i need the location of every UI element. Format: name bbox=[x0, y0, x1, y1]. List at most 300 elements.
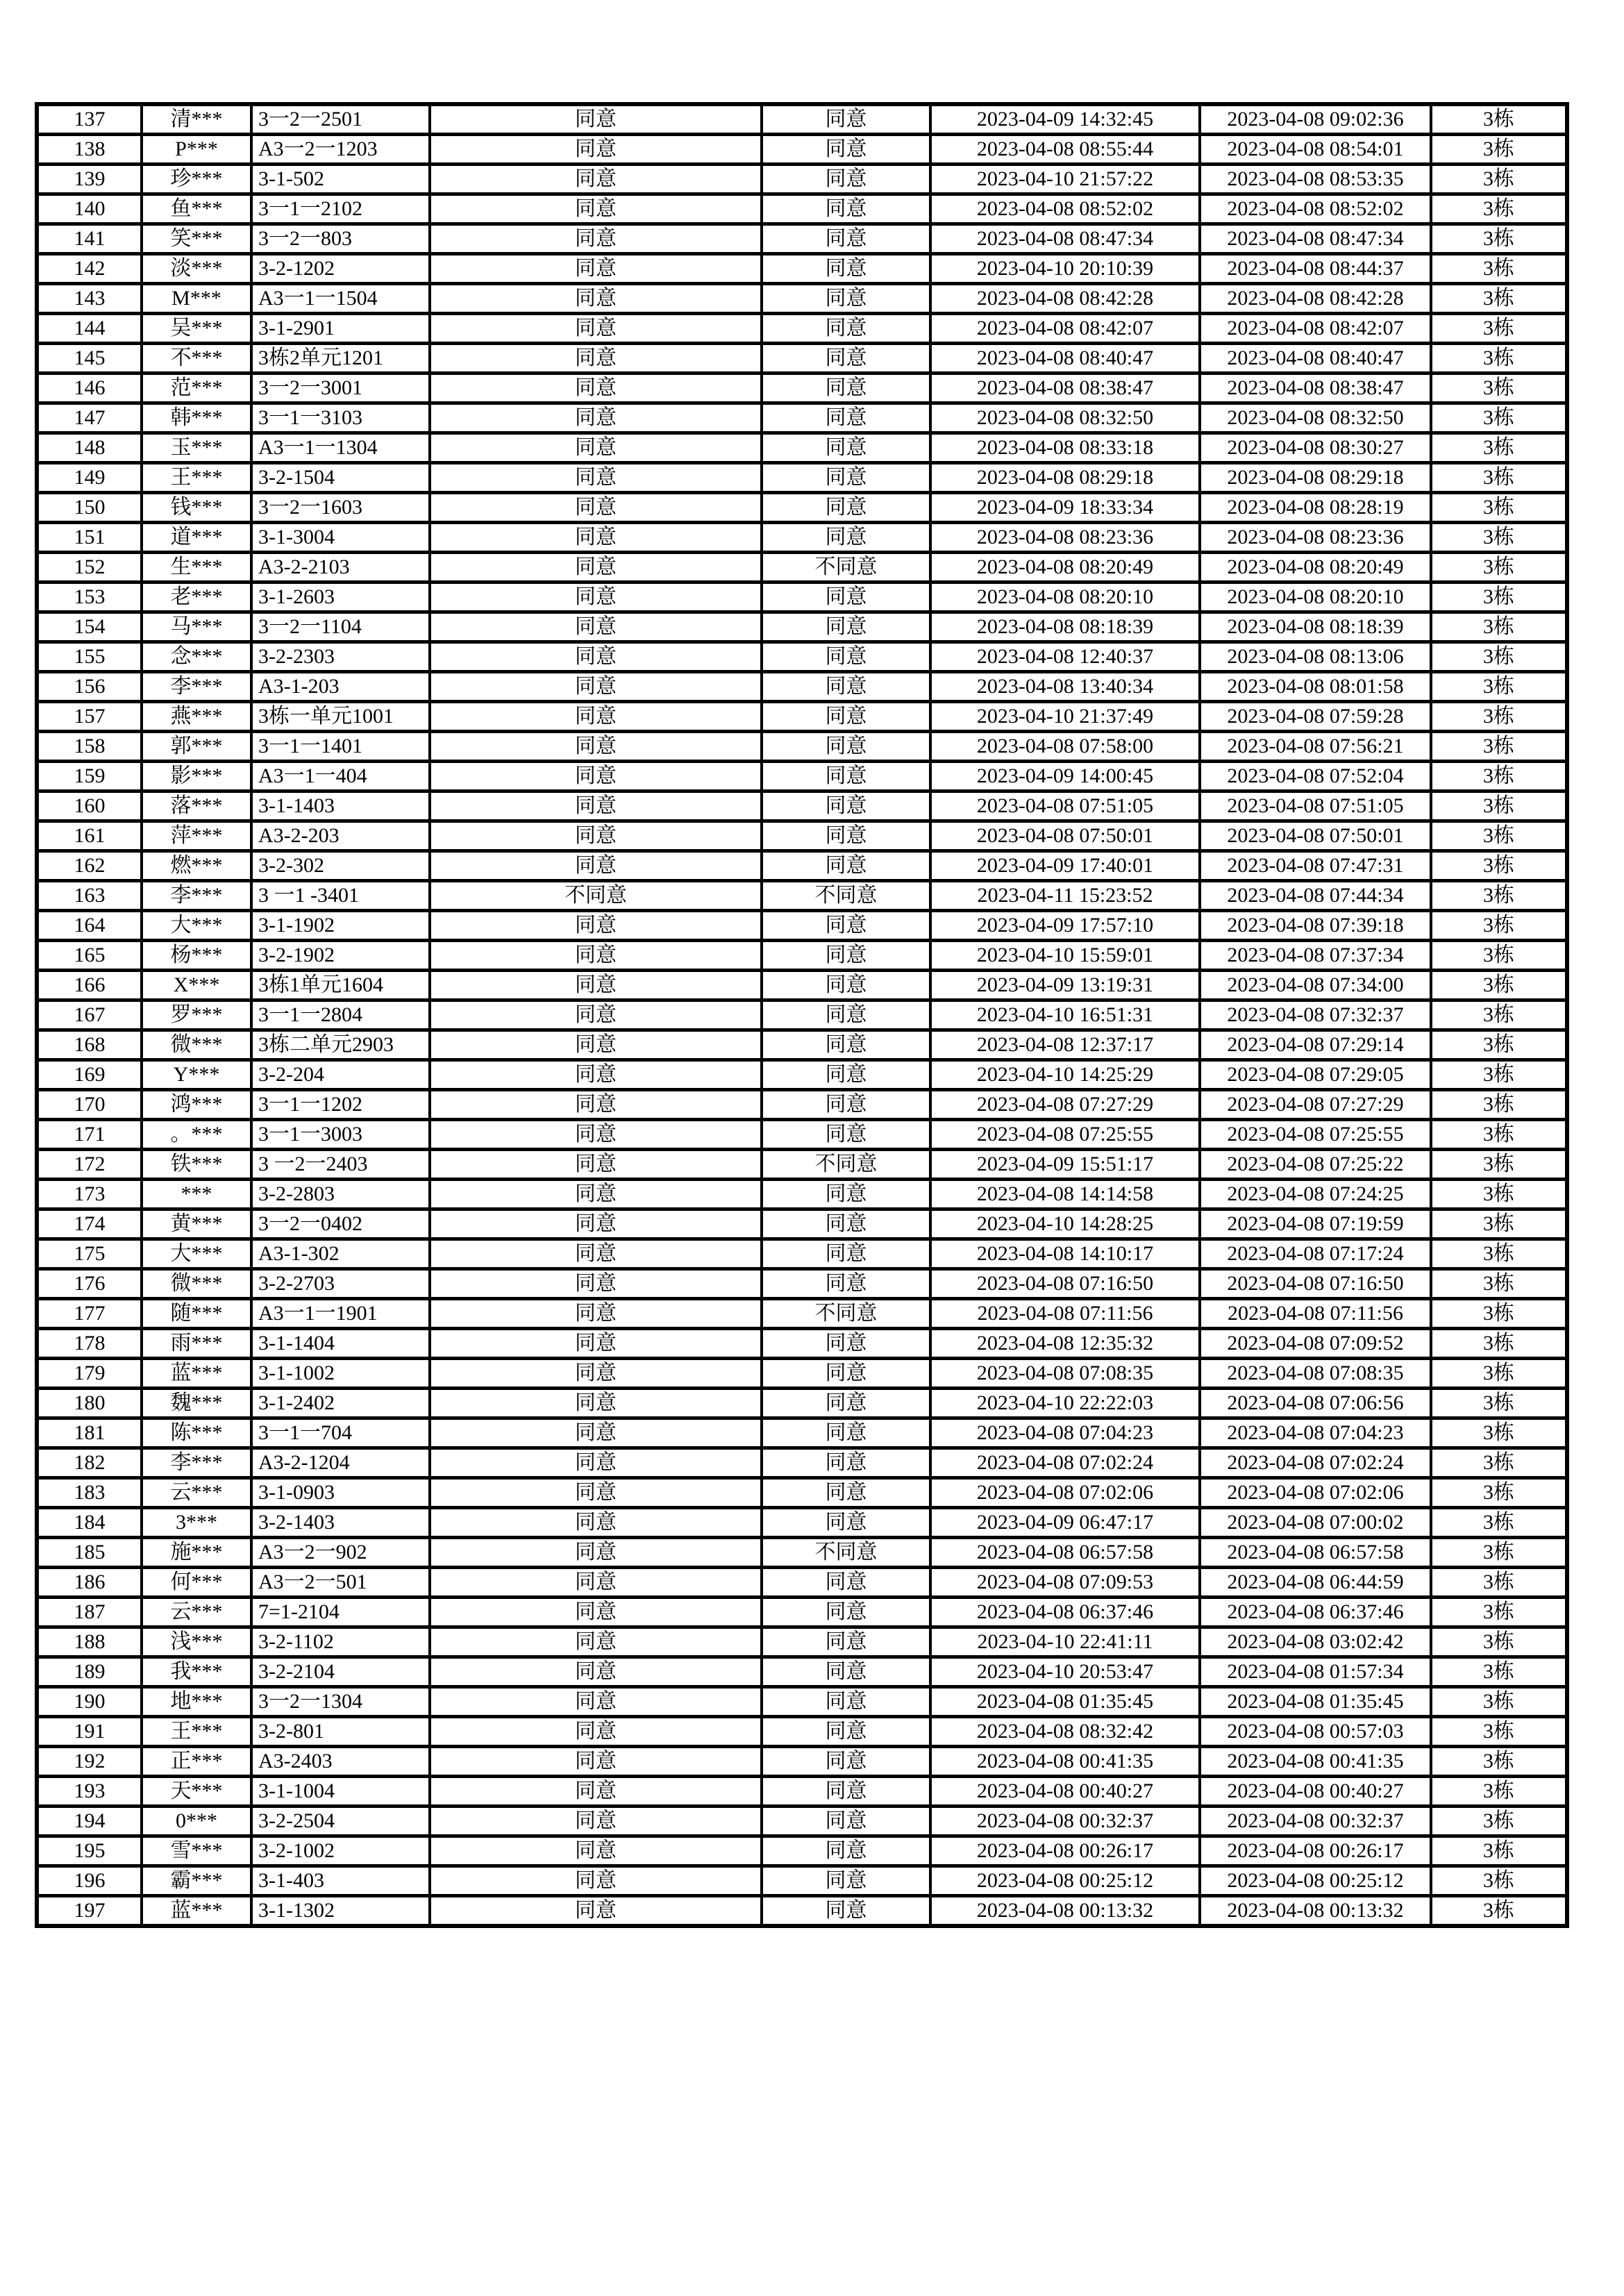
cell-owner-name: 李*** bbox=[142, 881, 251, 911]
cell-time-1: 2023-04-08 08:33:18 bbox=[930, 433, 1200, 463]
cell-row-number: 172 bbox=[37, 1150, 142, 1180]
cell-opinion-2: 不同意 bbox=[762, 881, 930, 911]
cell-time-2: 2023-04-08 07:32:37 bbox=[1200, 1000, 1431, 1030]
cell-opinion-2: 不同意 bbox=[762, 1150, 930, 1180]
cell-opinion-2: 不同意 bbox=[762, 1538, 930, 1568]
cell-opinion-1: 同意 bbox=[430, 971, 762, 1000]
cell-row-number: 179 bbox=[37, 1359, 142, 1389]
cell-building: 3栋 bbox=[1431, 1657, 1567, 1687]
cell-time-1: 2023-04-10 14:25:29 bbox=[930, 1060, 1200, 1090]
cell-owner-name: 何*** bbox=[142, 1568, 251, 1598]
table-row bbox=[37, 165, 1567, 194]
cell-time-1: 2023-04-08 00:32:37 bbox=[930, 1807, 1200, 1836]
cell-room-number: 3一1一2102 bbox=[251, 194, 430, 224]
table-row bbox=[37, 1747, 1567, 1777]
cell-opinion-1: 同意 bbox=[430, 1627, 762, 1657]
cell-row-number: 187 bbox=[37, 1598, 142, 1627]
table-row bbox=[37, 583, 1567, 612]
cell-opinion-1: 同意 bbox=[430, 1807, 762, 1836]
cell-time-1: 2023-04-10 21:57:22 bbox=[930, 165, 1200, 194]
cell-row-number: 190 bbox=[37, 1687, 142, 1717]
cell-time-2: 2023-04-08 08:23:36 bbox=[1200, 523, 1431, 553]
cell-opinion-2: 同意 bbox=[762, 1687, 930, 1717]
cell-opinion-1: 同意 bbox=[430, 762, 762, 791]
cell-owner-name: 生*** bbox=[142, 553, 251, 583]
cell-building: 3栋 bbox=[1431, 1209, 1567, 1239]
cell-opinion-2: 同意 bbox=[762, 1030, 930, 1060]
cell-opinion-1: 同意 bbox=[430, 1418, 762, 1448]
cell-opinion-1: 同意 bbox=[430, 194, 762, 224]
cell-row-number: 148 bbox=[37, 433, 142, 463]
cell-time-1: 2023-04-08 07:02:06 bbox=[930, 1478, 1200, 1508]
cell-building: 3栋 bbox=[1431, 1777, 1567, 1807]
cell-row-number: 180 bbox=[37, 1389, 142, 1418]
cell-time-1: 2023-04-08 01:35:45 bbox=[930, 1687, 1200, 1717]
cell-time-2: 2023-04-08 07:02:24 bbox=[1200, 1448, 1431, 1478]
cell-owner-name: 王*** bbox=[142, 463, 251, 493]
cell-row-number: 151 bbox=[37, 523, 142, 553]
cell-opinion-1: 同意 bbox=[430, 104, 762, 135]
cell-opinion-1: 同意 bbox=[430, 1359, 762, 1389]
cell-room-number: 3一1一2804 bbox=[251, 1000, 430, 1030]
cell-opinion-2: 同意 bbox=[762, 762, 930, 791]
cell-building: 3栋 bbox=[1431, 911, 1567, 941]
cell-owner-name: 正*** bbox=[142, 1747, 251, 1777]
cell-time-1: 2023-04-09 14:00:45 bbox=[930, 762, 1200, 791]
cell-time-1: 2023-04-08 07:27:29 bbox=[930, 1090, 1200, 1120]
cell-room-number: 3-1-1902 bbox=[251, 911, 430, 941]
cell-row-number: 156 bbox=[37, 672, 142, 702]
cell-room-number: 3-1-2402 bbox=[251, 1389, 430, 1418]
table-row bbox=[37, 1329, 1567, 1359]
cell-time-1: 2023-04-10 21:37:49 bbox=[930, 702, 1200, 732]
cell-opinion-1: 同意 bbox=[430, 433, 762, 463]
table-row bbox=[37, 1807, 1567, 1836]
cell-building: 3栋 bbox=[1431, 553, 1567, 583]
cell-building: 3栋 bbox=[1431, 344, 1567, 374]
cell-row-number: 181 bbox=[37, 1418, 142, 1448]
cell-time-1: 2023-04-10 20:10:39 bbox=[930, 254, 1200, 284]
cell-row-number: 166 bbox=[37, 971, 142, 1000]
cell-room-number: 3一1一3003 bbox=[251, 1120, 430, 1150]
cell-opinion-2: 同意 bbox=[762, 1598, 930, 1627]
cell-owner-name: 施*** bbox=[142, 1538, 251, 1568]
cell-row-number: 189 bbox=[37, 1657, 142, 1687]
table-row bbox=[37, 1299, 1567, 1329]
cell-opinion-1: 同意 bbox=[430, 284, 762, 314]
cell-time-2: 2023-04-08 07:44:34 bbox=[1200, 881, 1431, 911]
table-row bbox=[37, 821, 1567, 851]
cell-owner-name: Y*** bbox=[142, 1060, 251, 1090]
cell-opinion-1: 同意 bbox=[430, 1120, 762, 1150]
table-row bbox=[37, 493, 1567, 523]
cell-time-2: 2023-04-08 08:29:18 bbox=[1200, 463, 1431, 493]
cell-opinion-1: 同意 bbox=[430, 553, 762, 583]
cell-opinion-1: 同意 bbox=[430, 1717, 762, 1747]
cell-time-2: 2023-04-08 08:01:58 bbox=[1200, 672, 1431, 702]
table-row bbox=[37, 1209, 1567, 1239]
cell-time-1: 2023-04-08 14:14:58 bbox=[930, 1180, 1200, 1209]
cell-owner-name: 珍*** bbox=[142, 165, 251, 194]
cell-time-2: 2023-04-08 00:32:37 bbox=[1200, 1807, 1431, 1836]
cell-building: 3栋 bbox=[1431, 1329, 1567, 1359]
cell-time-2: 2023-04-08 08:28:19 bbox=[1200, 493, 1431, 523]
table-row bbox=[37, 1418, 1567, 1448]
cell-opinion-2: 同意 bbox=[762, 1359, 930, 1389]
cell-building: 3栋 bbox=[1431, 1598, 1567, 1627]
cell-time-1: 2023-04-08 07:09:53 bbox=[930, 1568, 1200, 1598]
cell-owner-name: 马*** bbox=[142, 612, 251, 642]
cell-row-number: 171 bbox=[37, 1120, 142, 1150]
cell-row-number: 142 bbox=[37, 254, 142, 284]
table-row bbox=[37, 254, 1567, 284]
cell-owner-name: 地*** bbox=[142, 1687, 251, 1717]
cell-room-number: 3-1-2901 bbox=[251, 314, 430, 344]
cell-time-2: 2023-04-08 08:18:39 bbox=[1200, 612, 1431, 642]
cell-room-number: 3-2-2703 bbox=[251, 1269, 430, 1299]
table-row bbox=[37, 612, 1567, 642]
cell-room-number: 3栋2单元1201 bbox=[251, 344, 430, 374]
cell-row-number: 145 bbox=[37, 344, 142, 374]
cell-time-2: 2023-04-08 07:08:35 bbox=[1200, 1359, 1431, 1389]
cell-room-number: A3-2-2103 bbox=[251, 553, 430, 583]
cell-building: 3栋 bbox=[1431, 433, 1567, 463]
cell-row-number: 170 bbox=[37, 1090, 142, 1120]
cell-time-2: 2023-04-08 08:52:02 bbox=[1200, 194, 1431, 224]
cell-opinion-1: 同意 bbox=[430, 941, 762, 971]
table-row bbox=[37, 1448, 1567, 1478]
cell-time-2: 2023-04-08 08:42:07 bbox=[1200, 314, 1431, 344]
table-row bbox=[37, 1269, 1567, 1299]
table-row bbox=[37, 403, 1567, 433]
cell-time-1: 2023-04-09 14:32:45 bbox=[930, 104, 1200, 135]
cell-opinion-1: 同意 bbox=[430, 1448, 762, 1478]
cell-opinion-2: 同意 bbox=[762, 1717, 930, 1747]
cell-owner-name: 黄*** bbox=[142, 1209, 251, 1239]
cell-time-1: 2023-04-08 06:37:46 bbox=[930, 1598, 1200, 1627]
cell-row-number: 165 bbox=[37, 941, 142, 971]
cell-opinion-2: 同意 bbox=[762, 1269, 930, 1299]
cell-time-2: 2023-04-08 07:17:24 bbox=[1200, 1239, 1431, 1269]
cell-room-number: A3-1-203 bbox=[251, 672, 430, 702]
cell-opinion-1: 同意 bbox=[430, 374, 762, 403]
cell-time-2: 2023-04-08 07:50:01 bbox=[1200, 821, 1431, 851]
cell-opinion-1: 同意 bbox=[430, 523, 762, 553]
cell-opinion-2: 同意 bbox=[762, 1807, 930, 1836]
cell-room-number: 3 一2一2403 bbox=[251, 1150, 430, 1180]
cell-time-2: 2023-04-08 06:57:58 bbox=[1200, 1538, 1431, 1568]
cell-opinion-2: 同意 bbox=[762, 941, 930, 971]
cell-time-1: 2023-04-08 08:20:49 bbox=[930, 553, 1200, 583]
cell-time-1: 2023-04-08 06:57:58 bbox=[930, 1538, 1200, 1568]
cell-opinion-1: 同意 bbox=[430, 1687, 762, 1717]
cell-room-number: 3一2一0402 bbox=[251, 1209, 430, 1239]
cell-opinion-1: 同意 bbox=[430, 732, 762, 762]
cell-opinion-2: 同意 bbox=[762, 1478, 930, 1508]
cell-building: 3栋 bbox=[1431, 1508, 1567, 1538]
table-row bbox=[37, 941, 1567, 971]
table-row bbox=[37, 523, 1567, 553]
cell-opinion-1: 同意 bbox=[430, 1239, 762, 1269]
table-row bbox=[37, 1777, 1567, 1807]
cell-building: 3栋 bbox=[1431, 642, 1567, 672]
cell-owner-name: 蓝*** bbox=[142, 1359, 251, 1389]
cell-room-number: 3一1一3103 bbox=[251, 403, 430, 433]
approval-table bbox=[35, 102, 1569, 1928]
cell-row-number: 139 bbox=[37, 165, 142, 194]
cell-time-1: 2023-04-08 00:40:27 bbox=[930, 1777, 1200, 1807]
cell-building: 3栋 bbox=[1431, 1627, 1567, 1657]
cell-owner-name: 大*** bbox=[142, 1239, 251, 1269]
cell-row-number: 144 bbox=[37, 314, 142, 344]
cell-time-2: 2023-04-08 00:57:03 bbox=[1200, 1717, 1431, 1747]
cell-opinion-2: 同意 bbox=[762, 1508, 930, 1538]
cell-time-2: 2023-04-08 08:53:35 bbox=[1200, 165, 1431, 194]
cell-room-number: 3-2-2104 bbox=[251, 1657, 430, 1687]
cell-room-number: 3一2一1304 bbox=[251, 1687, 430, 1717]
cell-time-1: 2023-04-11 15:23:52 bbox=[930, 881, 1200, 911]
table-row bbox=[37, 1180, 1567, 1209]
cell-room-number: 3-2-1102 bbox=[251, 1627, 430, 1657]
table-row bbox=[37, 344, 1567, 374]
cell-row-number: 183 bbox=[37, 1478, 142, 1508]
cell-opinion-1: 同意 bbox=[430, 851, 762, 881]
cell-time-1: 2023-04-09 13:19:31 bbox=[930, 971, 1200, 1000]
cell-owner-name: 笑*** bbox=[142, 224, 251, 254]
cell-opinion-2: 同意 bbox=[762, 374, 930, 403]
cell-room-number: 3-1-403 bbox=[251, 1866, 430, 1896]
cell-time-1: 2023-04-08 07:16:50 bbox=[930, 1269, 1200, 1299]
cell-time-1: 2023-04-08 08:20:10 bbox=[930, 583, 1200, 612]
cell-building: 3栋 bbox=[1431, 1478, 1567, 1508]
cell-opinion-1: 同意 bbox=[430, 165, 762, 194]
cell-opinion-2: 同意 bbox=[762, 1896, 930, 1927]
table-row bbox=[37, 1239, 1567, 1269]
cell-row-number: 191 bbox=[37, 1717, 142, 1747]
cell-opinion-1: 不同意 bbox=[430, 881, 762, 911]
cell-opinion-2: 同意 bbox=[762, 1747, 930, 1777]
cell-time-2: 2023-04-08 08:40:47 bbox=[1200, 344, 1431, 374]
table-row bbox=[37, 284, 1567, 314]
cell-opinion-2: 同意 bbox=[762, 1090, 930, 1120]
cell-building: 3栋 bbox=[1431, 104, 1567, 135]
cell-opinion-1: 同意 bbox=[430, 463, 762, 493]
cell-time-2: 2023-04-08 00:13:32 bbox=[1200, 1896, 1431, 1927]
cell-opinion-1: 同意 bbox=[430, 1657, 762, 1687]
cell-row-number: 138 bbox=[37, 135, 142, 165]
cell-building: 3栋 bbox=[1431, 1866, 1567, 1896]
cell-building: 3栋 bbox=[1431, 732, 1567, 762]
table-row bbox=[37, 702, 1567, 732]
cell-room-number: 3 一1 -3401 bbox=[251, 881, 430, 911]
cell-time-1: 2023-04-10 14:28:25 bbox=[930, 1209, 1200, 1239]
cell-room-number: 3-2-1504 bbox=[251, 463, 430, 493]
cell-owner-name: 雪*** bbox=[142, 1836, 251, 1866]
table-row bbox=[37, 851, 1567, 881]
cell-time-2: 2023-04-08 08:47:34 bbox=[1200, 224, 1431, 254]
cell-opinion-1: 同意 bbox=[430, 1777, 762, 1807]
cell-owner-name: 陈*** bbox=[142, 1418, 251, 1448]
cell-room-number: 3-2-2803 bbox=[251, 1180, 430, 1209]
cell-room-number: 7=1-2104 bbox=[251, 1598, 430, 1627]
cell-time-1: 2023-04-08 08:42:28 bbox=[930, 284, 1200, 314]
cell-time-1: 2023-04-08 08:23:36 bbox=[930, 523, 1200, 553]
cell-building: 3栋 bbox=[1431, 1538, 1567, 1568]
cell-opinion-1: 同意 bbox=[430, 702, 762, 732]
cell-owner-name: 我*** bbox=[142, 1657, 251, 1687]
cell-time-1: 2023-04-08 07:02:24 bbox=[930, 1448, 1200, 1478]
cell-building: 3栋 bbox=[1431, 971, 1567, 1000]
cell-opinion-2: 同意 bbox=[762, 1389, 930, 1418]
cell-building: 3栋 bbox=[1431, 1568, 1567, 1598]
cell-opinion-1: 同意 bbox=[430, 1209, 762, 1239]
table-row bbox=[37, 672, 1567, 702]
table-row bbox=[37, 1836, 1567, 1866]
cell-room-number: 3一2一2501 bbox=[251, 104, 430, 135]
table-row bbox=[37, 553, 1567, 583]
cell-owner-name: 罗*** bbox=[142, 1000, 251, 1030]
cell-time-1: 2023-04-08 08:47:34 bbox=[930, 224, 1200, 254]
cell-building: 3栋 bbox=[1431, 165, 1567, 194]
cell-building: 3栋 bbox=[1431, 1836, 1567, 1866]
cell-room-number: 3-1-502 bbox=[251, 165, 430, 194]
cell-owner-name: 韩*** bbox=[142, 403, 251, 433]
cell-room-number: 3-1-1004 bbox=[251, 1777, 430, 1807]
cell-owner-name: 。*** bbox=[142, 1120, 251, 1150]
table-row bbox=[37, 104, 1567, 135]
cell-opinion-2: 同意 bbox=[762, 194, 930, 224]
table-row bbox=[37, 1150, 1567, 1180]
cell-time-2: 2023-04-08 06:37:46 bbox=[1200, 1598, 1431, 1627]
cell-owner-name: 念*** bbox=[142, 642, 251, 672]
cell-row-number: 176 bbox=[37, 1269, 142, 1299]
cell-building: 3栋 bbox=[1431, 403, 1567, 433]
cell-time-2: 2023-04-08 08:20:49 bbox=[1200, 553, 1431, 583]
cell-opinion-2: 同意 bbox=[762, 672, 930, 702]
cell-opinion-2: 同意 bbox=[762, 314, 930, 344]
cell-opinion-2: 同意 bbox=[762, 1657, 930, 1687]
cell-owner-name: *** bbox=[142, 1180, 251, 1209]
cell-time-2: 2023-04-08 00:40:27 bbox=[1200, 1777, 1431, 1807]
cell-opinion-1: 同意 bbox=[430, 1180, 762, 1209]
cell-row-number: 197 bbox=[37, 1896, 142, 1927]
cell-row-number: 162 bbox=[37, 851, 142, 881]
cell-building: 3栋 bbox=[1431, 941, 1567, 971]
cell-row-number: 149 bbox=[37, 463, 142, 493]
cell-time-2: 2023-04-08 08:42:28 bbox=[1200, 284, 1431, 314]
cell-opinion-2: 同意 bbox=[762, 1627, 930, 1657]
cell-time-1: 2023-04-09 17:57:10 bbox=[930, 911, 1200, 941]
cell-opinion-2: 同意 bbox=[762, 254, 930, 284]
cell-row-number: 175 bbox=[37, 1239, 142, 1269]
cell-owner-name: 燕*** bbox=[142, 702, 251, 732]
cell-opinion-1: 同意 bbox=[430, 1836, 762, 1866]
cell-time-1: 2023-04-08 08:42:07 bbox=[930, 314, 1200, 344]
cell-time-2: 2023-04-08 07:27:29 bbox=[1200, 1090, 1431, 1120]
table-row bbox=[37, 1896, 1567, 1927]
cell-building: 3栋 bbox=[1431, 374, 1567, 403]
cell-building: 3栋 bbox=[1431, 1389, 1567, 1418]
cell-opinion-2: 同意 bbox=[762, 1120, 930, 1150]
cell-row-number: 157 bbox=[37, 702, 142, 732]
cell-opinion-2: 同意 bbox=[762, 971, 930, 1000]
cell-building: 3栋 bbox=[1431, 1687, 1567, 1717]
cell-row-number: 174 bbox=[37, 1209, 142, 1239]
cell-time-1: 2023-04-08 08:32:42 bbox=[930, 1717, 1200, 1747]
table-row bbox=[37, 1060, 1567, 1090]
cell-opinion-1: 同意 bbox=[430, 791, 762, 821]
cell-opinion-1: 同意 bbox=[430, 314, 762, 344]
cell-time-2: 2023-04-08 07:25:55 bbox=[1200, 1120, 1431, 1150]
cell-room-number: A3-2-203 bbox=[251, 821, 430, 851]
cell-building: 3栋 bbox=[1431, 1896, 1567, 1927]
cell-opinion-1: 同意 bbox=[430, 493, 762, 523]
cell-row-number: 137 bbox=[37, 104, 142, 135]
cell-building: 3栋 bbox=[1431, 672, 1567, 702]
cell-room-number: A3一2一501 bbox=[251, 1568, 430, 1598]
cell-time-2: 2023-04-08 07:24:25 bbox=[1200, 1180, 1431, 1209]
cell-owner-name: 3*** bbox=[142, 1508, 251, 1538]
table-row bbox=[37, 1508, 1567, 1538]
cell-row-number: 192 bbox=[37, 1747, 142, 1777]
table-row bbox=[37, 1627, 1567, 1657]
cell-opinion-1: 同意 bbox=[430, 344, 762, 374]
cell-room-number: 3栋二单元2903 bbox=[251, 1030, 430, 1060]
cell-opinion-1: 同意 bbox=[430, 224, 762, 254]
cell-row-number: 173 bbox=[37, 1180, 142, 1209]
cell-opinion-2: 同意 bbox=[762, 1329, 930, 1359]
cell-time-1: 2023-04-10 15:59:01 bbox=[930, 941, 1200, 971]
cell-row-number: 150 bbox=[37, 493, 142, 523]
cell-room-number: 3-1-3004 bbox=[251, 523, 430, 553]
cell-building: 3栋 bbox=[1431, 1090, 1567, 1120]
cell-building: 3栋 bbox=[1431, 314, 1567, 344]
cell-time-1: 2023-04-08 07:25:55 bbox=[930, 1120, 1200, 1150]
cell-building: 3栋 bbox=[1431, 1747, 1567, 1777]
cell-building: 3栋 bbox=[1431, 702, 1567, 732]
cell-time-2: 2023-04-08 00:25:12 bbox=[1200, 1866, 1431, 1896]
cell-row-number: 185 bbox=[37, 1538, 142, 1568]
cell-time-2: 2023-04-08 08:30:27 bbox=[1200, 433, 1431, 463]
cell-time-1: 2023-04-08 07:11:56 bbox=[930, 1299, 1200, 1329]
table-row bbox=[37, 1090, 1567, 1120]
cell-opinion-1: 同意 bbox=[430, 1030, 762, 1060]
cell-opinion-2: 同意 bbox=[762, 523, 930, 553]
cell-time-1: 2023-04-09 06:47:17 bbox=[930, 1508, 1200, 1538]
cell-room-number: A3一1一1504 bbox=[251, 284, 430, 314]
table-row bbox=[37, 762, 1567, 791]
cell-time-2: 2023-04-08 08:54:01 bbox=[1200, 135, 1431, 165]
cell-owner-name: 萍*** bbox=[142, 821, 251, 851]
cell-time-2: 2023-04-08 03:02:42 bbox=[1200, 1627, 1431, 1657]
cell-time-1: 2023-04-08 08:52:02 bbox=[930, 194, 1200, 224]
table-body bbox=[37, 104, 1567, 1926]
cell-room-number: 3一1一1401 bbox=[251, 732, 430, 762]
cell-owner-name: 云*** bbox=[142, 1598, 251, 1627]
cell-opinion-2: 同意 bbox=[762, 224, 930, 254]
cell-owner-name: 0*** bbox=[142, 1807, 251, 1836]
cell-opinion-1: 同意 bbox=[430, 583, 762, 612]
cell-row-number: 154 bbox=[37, 612, 142, 642]
table-row bbox=[37, 224, 1567, 254]
cell-time-2: 2023-04-08 07:34:00 bbox=[1200, 971, 1431, 1000]
cell-opinion-2: 同意 bbox=[762, 642, 930, 672]
cell-owner-name: 吴*** bbox=[142, 314, 251, 344]
cell-time-2: 2023-04-08 07:39:18 bbox=[1200, 911, 1431, 941]
cell-owner-name: 郭*** bbox=[142, 732, 251, 762]
cell-row-number: 193 bbox=[37, 1777, 142, 1807]
cell-room-number: 3-1-1002 bbox=[251, 1359, 430, 1389]
